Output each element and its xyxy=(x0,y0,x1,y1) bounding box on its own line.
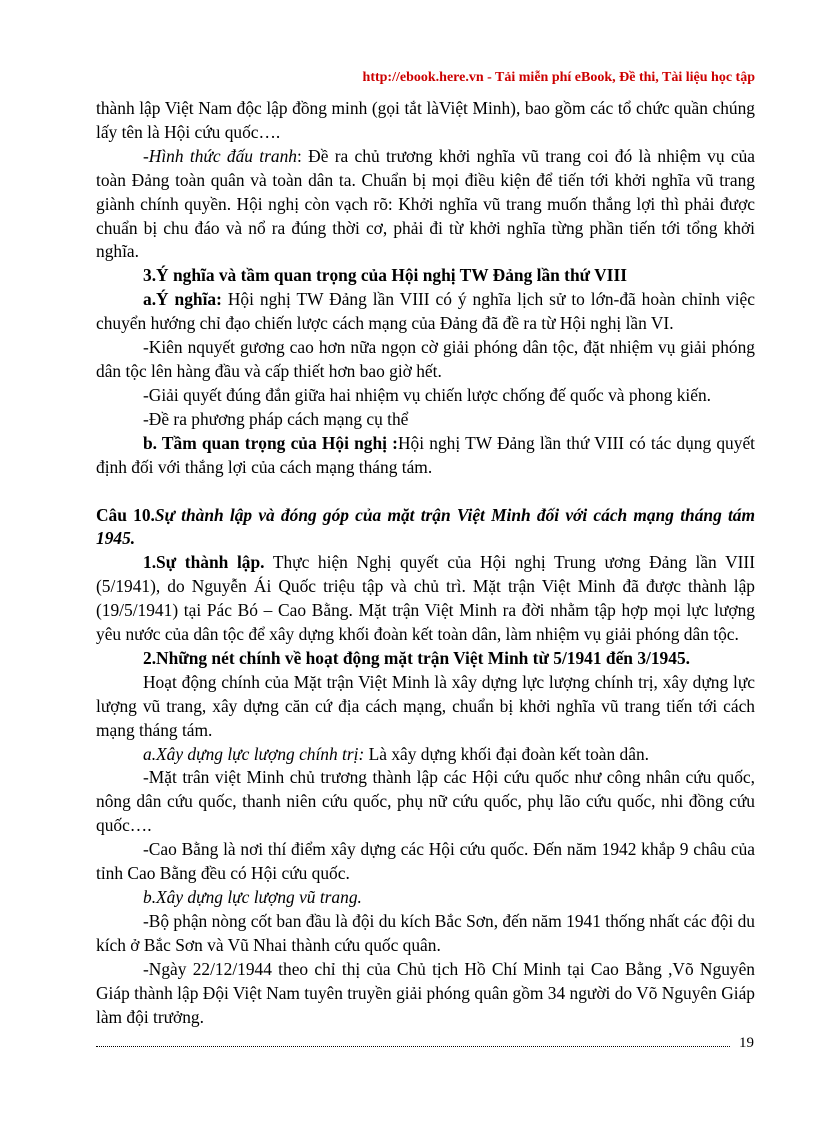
paragraph-revolution-method: -Đề ra phương pháp cách mạng cụ thể xyxy=(143,408,409,429)
paragraph-political-force xyxy=(96,743,755,767)
document-body xyxy=(96,97,755,1029)
paragraph-salvation-associations: -Mặt trân việt Minh chủ trương thành lập các Hội cứu quốc như công nhân cứu quốc, nông dân cứu quốc, thanh niên cứu quốc, phụ nữ cứu quốc, phụ lão cứu quốc, nhi đồng cứu quốc…. xyxy=(96,767,755,836)
form-of-struggle-label: -Hình thức đấu tranh xyxy=(143,145,297,166)
header-separator: - xyxy=(483,70,496,85)
paragraph-propaganda-army: -Ngày 22/12/1944 theo chỉ thị của Chủ tịch Hồ Chí Minh tại Cao Bằng ,Võ Nguyên Giáp thành lập Đội Việt Nam tuyên truyền giải phóng quân gồm 34 người do Võ Nguyên Giáp làm đội trưởng. xyxy=(96,958,755,1027)
paragraph-armed-force-heading: b.Xây dựng lực lượng vũ trang. xyxy=(143,887,362,907)
question-10-heading xyxy=(96,504,755,552)
paragraph-significance xyxy=(96,288,755,336)
paragraph-cao-bang: -Cao Bằng là nơi thí điểm xây dựng các Hội cứu quốc. Đến năm 1942 khắp 9 châu của tỉnh Cao Bằng đều có Hội cứu quốc. xyxy=(96,839,755,884)
importance-text: Hội nghị TW Đảng lần thứ VIII có tác dụng quyết định đối với thắng lợi của cách mạng tháng tám. xyxy=(96,432,755,477)
political-force-label: a.Xây dựng lực lượng chính trị: xyxy=(143,743,365,764)
paragraph-bac-son: -Bộ phận nòng cốt ban đầu là đội du kích Bắc Sơn, đến năm 1941 thống nhất các đội du kích ở Bắc Sơn và Vũ Nhai thành cứu quốc quân. xyxy=(96,910,755,955)
header-tagline: Tải miễn phí eBook, Đề thi, Tài liệu học tập xyxy=(495,70,755,85)
founding-text: Thực hiện Nghị quyết của Hội nghị Trung ương Đảng lần VIII (5/1941), do Nguyễn Ái Quốc triệu tập và chủ trì. Mặt trận Việt Minh đã được thành lập (19/5/1941) tại Pác Bó – Cao Bằng. Mặt trận Việt Minh ra đời nhằm tập hợp mọi lực lượng yêu nước của dân tộc để xây dựng khối đoàn kết toàn dân, làm nhiệm vụ giải phóng dân tộc. xyxy=(96,552,755,645)
header-url-link[interactable]: http://ebook.here.vn xyxy=(362,70,484,85)
significance-label: a.Ý nghĩa: xyxy=(143,289,222,310)
page-header xyxy=(363,70,755,86)
paragraph-national-liberation: -Kiên nquyết gương cao hơn nữa ngọn cờ giải phóng dân tộc, đặt nhiệm vụ giải phóng dân tộc lên hàng đầu và cấp thiết hơn bao giờ hết. xyxy=(96,337,755,381)
paragraph-form-of-struggle xyxy=(96,145,755,265)
paragraph-gap xyxy=(96,480,755,504)
paragraph-founding xyxy=(96,551,755,647)
paragraph-strategic-tasks: -Giải quyết đúng đắn giữa hai nhiệm vụ chiến lược chống đế quốc và phong kiến. xyxy=(143,384,711,405)
paragraph-continuation: thành lập Việt Nam độc lập đồng minh (gọi tắt làViệt Minh), bao gồm các tổ chức quần chúng lấy tên là Hội cứu quốc…. xyxy=(96,98,755,142)
importance-label: b. Tầm quan trọng của Hội nghị : xyxy=(143,432,398,453)
section-heading-3: 3.Ý nghĩa và tầm quan trọng của Hội nghị TW Đảng lần thứ VIII xyxy=(143,265,627,286)
paragraph-main-activities: Hoạt động chính của Mặt trận Việt Minh là xây dựng lực lượng chính trị, xây dựng lực lượng vũ trang, xây dựng căn cứ địa cách mạng, chuẩn bị khởi nghĩa vũ trang tiến tới cách mạng tháng tám. xyxy=(96,671,755,740)
founding-label: 1.Sự thành lập. xyxy=(143,552,265,573)
paragraph-importance xyxy=(96,432,755,480)
political-force-text: Là xây dựng khối đại đoàn kết toàn dân. xyxy=(364,743,649,764)
footer-dotted-line xyxy=(96,1044,730,1047)
section-heading-2: 2.Những nét chính về hoạt động mặt trận Việt Minh từ 5/1941 đến 3/1945. xyxy=(143,647,690,668)
significance-text: Hội nghị TW Đảng lần VIII có ý nghĩa lịch sử to lớn-đã hoàn chỉnh việc chuyển hướng chỉ đạo chiến lược cách mạng của Đảng đã đề ra từ Hội nghị lần VI. xyxy=(96,289,755,334)
question-10-title: Sự thành lập và đóng góp của mặt trận Việt Minh đối với cách mạng tháng tám 1945. xyxy=(96,504,756,549)
page-number: 19 xyxy=(739,1035,754,1051)
form-of-struggle-text: : Đề ra chủ trương khởi nghĩa vũ trang coi đó là nhiệm vụ của toàn Đảng toàn quân và toàn dân ta. Chuẩn bị mọi điều kiện để tiến tới khởi nghĩa vũ trang giành chính quyền. Hội nghị còn vạch rõ: Khởi nghĩa vũ trang muốn thắng lợi thì phải được chuẩn bị chu đáo và nổ ra đúng thời cơ, phải đi từ khởi nghĩa từng phần tiến tới tổng khởi nghĩa. xyxy=(96,145,755,262)
question-10-label: Câu 10. xyxy=(96,504,155,525)
